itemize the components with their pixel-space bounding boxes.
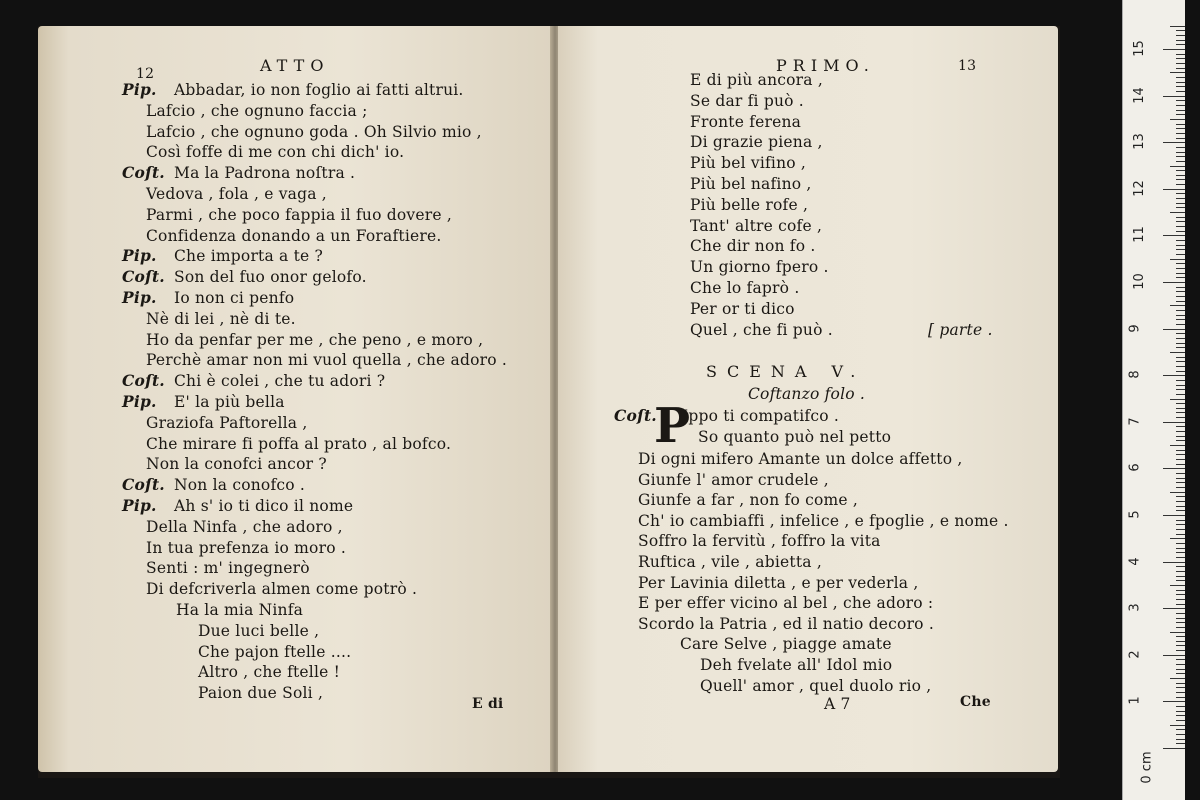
ruler-tick	[1163, 235, 1185, 236]
ruler-tick	[1176, 734, 1185, 735]
scene-title: SCENA V.	[706, 362, 866, 381]
ruler-tick	[1176, 147, 1185, 148]
ruler-tick	[1176, 706, 1185, 707]
ruler-tick	[1176, 408, 1185, 409]
ruler-tick	[1176, 566, 1185, 567]
ruler-tick	[1176, 487, 1185, 488]
verse-line: Quel , che fi può .	[690, 320, 833, 339]
verse-line: Di ogni mifero Amante un dolce affetto ,	[638, 450, 963, 468]
right-page	[558, 26, 1058, 772]
ruler-tick	[1176, 692, 1185, 693]
ruler-tick	[1176, 473, 1185, 474]
ruler-tick	[1176, 534, 1185, 535]
ruler-tick	[1176, 361, 1185, 362]
ruler-label: 10	[1131, 273, 1147, 290]
second-line: So quanto può nel petto	[698, 428, 892, 446]
ruler-tick	[1176, 431, 1185, 432]
ruler-tick	[1176, 287, 1185, 288]
ruler-label: 1	[1127, 696, 1143, 706]
ruler-tick	[1176, 245, 1185, 246]
ruler-tick	[1176, 506, 1185, 507]
ruler-tick	[1176, 324, 1185, 325]
ruler-tick	[1176, 268, 1185, 269]
ruler-tick	[1176, 622, 1185, 623]
ruler-tick	[1176, 198, 1185, 199]
ruler-label: 9	[1127, 323, 1143, 333]
ruler-tick	[1176, 161, 1185, 162]
ruler-tick	[1176, 63, 1185, 64]
ruler-tick	[1176, 496, 1185, 497]
ruler-tick	[1176, 683, 1185, 684]
page-number-left: 12	[136, 66, 155, 82]
running-header-left: ATTO	[260, 56, 330, 75]
ruler-tick	[1176, 482, 1185, 483]
ruler-tick	[1176, 277, 1185, 278]
ruler-tick	[1176, 86, 1185, 87]
ruler-tick	[1176, 641, 1185, 642]
verse-line: Fronte ferena	[690, 112, 802, 131]
ruler-tick	[1163, 701, 1185, 702]
verse-line: Soffro la fervitù , foffro la vita	[638, 532, 881, 551]
ruler-tick	[1163, 49, 1185, 50]
verse-line: In tua prefenza io moro .	[146, 538, 346, 557]
verse-line: Più belle rofe ,	[690, 195, 809, 214]
ruler-tick	[1176, 357, 1185, 358]
speaker-label: Coſt.	[122, 267, 165, 287]
ruler-tick	[1176, 347, 1185, 348]
verse-line: Che importa a te ?	[174, 247, 324, 266]
verse-line: Che mirare fi poffa al prato , al bofco.	[146, 434, 452, 453]
verse-line: Così foffe di me con chi dich' io.	[146, 143, 405, 162]
ruler-tick	[1176, 249, 1185, 250]
verse-line: Deh fvelate all' Idol mio	[700, 656, 893, 674]
ruler-tick	[1176, 296, 1185, 297]
ruler-tick	[1176, 436, 1185, 437]
left-page	[38, 26, 552, 772]
ruler-tick	[1176, 450, 1185, 451]
ruler-tick	[1176, 138, 1185, 139]
ruler-tick	[1176, 524, 1185, 525]
ruler-tick	[1176, 226, 1185, 227]
ruler-label: 11	[1131, 226, 1147, 244]
verse-line: Tant' altre cofe ,	[690, 216, 823, 235]
ruler-tick	[1176, 114, 1185, 115]
ruler-label: 14	[1131, 86, 1147, 104]
ruler-tick	[1176, 613, 1185, 614]
ruler-tick	[1176, 68, 1185, 69]
verse-line: Ma la Padrona noſtra .	[174, 164, 356, 183]
ruler-tick	[1176, 366, 1185, 367]
ruler-tick	[1176, 58, 1185, 59]
ruler-tick	[1163, 189, 1185, 190]
ruler-tick	[1176, 273, 1185, 274]
verse-line: Senti : m' ingegnerò	[146, 559, 310, 578]
verse-line: Due luci belle ,	[198, 621, 320, 640]
verse-line: Per or ti dico	[690, 299, 795, 318]
ruler-tick	[1170, 399, 1185, 400]
ruler-tick	[1163, 608, 1185, 609]
ruler-tick	[1176, 221, 1185, 222]
ruler-tick	[1176, 82, 1185, 83]
ruler-tick	[1170, 119, 1185, 120]
verse-line: Se dar fi può .	[690, 91, 804, 110]
ruler-label: 6	[1127, 463, 1143, 473]
verse-line: Nè di lei , nè di te.	[146, 309, 296, 328]
ruler-tick	[1176, 389, 1185, 390]
ruler-tick	[1176, 464, 1185, 465]
ruler-tick	[1170, 538, 1185, 539]
ruler-tick	[1176, 207, 1185, 208]
ruler-tick	[1176, 543, 1185, 544]
verse-line: Di defcriverla almen come potrò .	[146, 580, 418, 599]
first-line: Ippo ti compatifco .	[682, 407, 840, 425]
ruler-tick	[1176, 459, 1185, 460]
ruler-tick	[1176, 720, 1185, 721]
ruler-tick	[1176, 711, 1185, 712]
ruler-tick	[1176, 30, 1185, 31]
ruler-tick	[1176, 659, 1185, 660]
ruler-tick	[1170, 632, 1185, 633]
verse-line: Paion due Soli ,	[198, 684, 324, 703]
ruler-tick	[1176, 687, 1185, 688]
verse-line: Son del fuo onor gelofo.	[174, 268, 367, 287]
ruler-tick	[1176, 636, 1185, 637]
verse-line: Abbadar, io non foglio ai fatti altrui.	[174, 81, 464, 99]
verse-line: Quell' amor , quel duolo rio ,	[700, 676, 932, 695]
ruler-tick	[1170, 72, 1185, 73]
catchword-right: Che	[960, 694, 991, 710]
ruler-tick	[1176, 557, 1185, 558]
ruler-tick	[1176, 520, 1185, 521]
ruler-tick	[1176, 319, 1185, 320]
ruler-label: 4	[1127, 556, 1143, 566]
ruler-tick	[1176, 729, 1185, 730]
ruler-unit: 0 cm	[1139, 751, 1155, 784]
verse-line: Non la conofco .	[174, 476, 306, 495]
ruler-tick	[1176, 412, 1185, 413]
ruler-tick	[1163, 329, 1185, 330]
ruler-tick	[1163, 468, 1185, 469]
ruler-tick	[1176, 100, 1185, 101]
ruler-tick	[1176, 301, 1185, 302]
ruler-tick	[1176, 454, 1185, 455]
exit-note: [ parte .	[928, 321, 993, 339]
ruler-tick	[1176, 105, 1185, 106]
ruler-label: 3	[1127, 603, 1143, 612]
ruler-tick	[1176, 124, 1185, 125]
verse-line: Più bel nafino ,	[690, 175, 812, 193]
ruler-tick	[1176, 650, 1185, 651]
verse-line: Ha la mia Ninfa	[176, 601, 304, 619]
drop-cap: P	[654, 398, 691, 454]
ruler-tick	[1170, 259, 1185, 260]
ruler-tick	[1176, 627, 1185, 628]
ruler-tick	[1176, 394, 1185, 395]
ruler-tick	[1176, 739, 1185, 740]
ruler-tick	[1163, 96, 1185, 97]
ruler-tick	[1176, 576, 1185, 577]
ruler-tick	[1176, 44, 1185, 45]
verse-line: Ah s' io ti dico il nome	[174, 497, 354, 515]
verse-line: Io non ci penfo	[174, 289, 295, 307]
ruler-tick	[1176, 571, 1185, 572]
ruler-tick	[1176, 291, 1185, 292]
book-spread	[38, 26, 1060, 778]
verse-line: Non la conofci ancor ?	[146, 455, 327, 474]
signature-mark: A 7	[824, 695, 851, 713]
ruler-tick	[1176, 156, 1185, 157]
verse-line: E per effer vicino al bel , che adoro :	[638, 594, 934, 613]
verse-line: Un giorno fpero .	[690, 258, 829, 277]
catchword-left: E di	[472, 696, 504, 712]
ruler-tick	[1176, 128, 1185, 129]
ruler-tick	[1176, 529, 1185, 530]
ruler-tick	[1176, 599, 1185, 600]
ruler-tick	[1176, 231, 1185, 232]
ruler-tick	[1176, 371, 1185, 372]
speaker-label: Coſt.	[122, 163, 165, 183]
ruler-tick	[1176, 254, 1185, 255]
verse-line: Che lo faprò .	[690, 279, 800, 297]
verse-line: Ch' io cambiaffi , infelice , e fpoglie , e nome .	[638, 511, 1009, 530]
ruler-tick	[1176, 664, 1185, 665]
ruler-tick	[1176, 54, 1185, 55]
speaker-label: Coſt.	[122, 475, 165, 495]
verse-line: Vedova , fola , e vaga ,	[146, 185, 327, 203]
ruler-tick	[1176, 548, 1185, 549]
ruler-tick	[1176, 217, 1185, 218]
ruler-tick	[1176, 343, 1185, 344]
ruler-tick	[1170, 212, 1185, 213]
verse-line: Giunfe l' amor crudele ,	[638, 470, 829, 489]
verse-line: Scordo la Patria , ed il natio decoro .	[638, 614, 934, 633]
verse-line: Per Lavinia diletta , e per vederla ,	[638, 573, 919, 592]
speaker-label: Pip.	[122, 288, 157, 307]
verse-line: E di più ancora ,	[690, 71, 823, 89]
ruler-tick	[1163, 515, 1185, 516]
ruler-tick	[1163, 655, 1185, 656]
speaker-label: Pip.	[122, 392, 157, 411]
ruler-tick	[1176, 315, 1185, 316]
scene-subtitle: Coftanzo folo .	[748, 385, 866, 403]
ruler-label: 13	[1131, 133, 1147, 150]
ruler-tick	[1170, 305, 1185, 306]
ruler-tick	[1176, 170, 1185, 171]
speaker-label: Coſt.	[614, 406, 657, 425]
ruler-tick	[1176, 263, 1185, 264]
ruler-tick	[1170, 585, 1185, 586]
verse-line: Chi è colei , che tu adori ?	[174, 372, 386, 391]
ruler-tick	[1163, 748, 1185, 749]
verse-line: Che dir non fo .	[690, 237, 816, 256]
ruler-tick	[1176, 179, 1185, 180]
ruler-tick	[1176, 403, 1185, 404]
speaker-label: Pip.	[122, 496, 157, 515]
ruler-tick	[1176, 426, 1185, 427]
verse-line: Di grazie piena ,	[690, 133, 823, 152]
ruler-tick	[1176, 743, 1185, 744]
verse-line: Lafcio , che ognuno faccia ;	[146, 101, 368, 120]
verse-line: Che pajon ftelle ....	[198, 642, 352, 661]
ruler-tick	[1170, 166, 1185, 167]
ruler-tick	[1170, 678, 1185, 679]
verse-line: Lafcio , che ognuno goda . Oh Silvio mio ,	[146, 122, 482, 141]
running-header-right: PRIMO.	[776, 56, 875, 75]
ruler-tick	[1176, 501, 1185, 502]
ruler-tick	[1176, 175, 1185, 176]
ruler-tick	[1170, 725, 1185, 726]
ruler-tick	[1176, 133, 1185, 134]
ruler-tick	[1176, 333, 1185, 334]
ruler-tick	[1170, 26, 1185, 27]
ruler-tick	[1176, 380, 1185, 381]
ruler-tick	[1176, 715, 1185, 716]
verse-line: Giunfe a far , non fo come ,	[638, 491, 859, 510]
verse-line: Perchè amar non mi vuol quella , che adoro .	[146, 351, 508, 370]
ruler-tick	[1176, 478, 1185, 479]
ruler-tick	[1163, 562, 1185, 563]
ruler-label: 7	[1127, 417, 1143, 426]
ruler-tick	[1176, 618, 1185, 619]
verse-line: E' la più bella	[174, 393, 285, 411]
ruler-tick	[1176, 338, 1185, 339]
ruler-tick	[1176, 91, 1185, 92]
ruler-tick	[1176, 110, 1185, 111]
verse-line: Altro , che ftelle !	[198, 663, 341, 682]
ruler-tick	[1176, 510, 1185, 511]
verse-line: Più bel vifino ,	[690, 154, 807, 173]
speaker-label: Pip.	[122, 246, 157, 266]
verse-line: Parmi , che poco fappia il fuo dovere ,	[146, 205, 452, 224]
ruler-label: 15	[1131, 40, 1147, 57]
ruler-tick	[1170, 352, 1185, 353]
page-number-right: 13	[958, 58, 977, 74]
ruler-tick	[1170, 492, 1185, 493]
verse-line: Della Ninfa , che adoro ,	[146, 517, 343, 536]
ruler-tick	[1163, 142, 1185, 143]
ruler-tick	[1176, 697, 1185, 698]
ruler-tick	[1176, 40, 1185, 41]
ruler-tick	[1176, 385, 1185, 386]
ruler-tick	[1176, 240, 1185, 241]
speaker-label: Pip.	[122, 80, 157, 99]
ruler-tick	[1176, 440, 1185, 441]
ruler-tick	[1176, 35, 1185, 36]
ruler-label: 2	[1127, 650, 1143, 659]
ruler-tick	[1163, 282, 1185, 283]
ruler-tick	[1176, 645, 1185, 646]
ruler-tick	[1176, 203, 1185, 204]
verse-line: Confidenza donando a un Foraftiere.	[146, 226, 442, 245]
ruler-tick	[1163, 422, 1185, 423]
ruler-tick	[1176, 580, 1185, 581]
ruler-tick	[1170, 445, 1185, 446]
ruler-tick	[1176, 310, 1185, 311]
ruler-tick	[1176, 669, 1185, 670]
speaker-label: Coſt.	[122, 371, 165, 391]
ruler-label: 5	[1127, 510, 1143, 519]
ruler-tick	[1176, 152, 1185, 153]
ruler-tick	[1176, 673, 1185, 674]
verse-line: Care Selve , piagge amate	[680, 635, 892, 654]
ruler-tick	[1176, 193, 1185, 194]
measuring-ruler	[1122, 0, 1185, 800]
ruler-tick	[1176, 77, 1185, 78]
ruler-label: 12	[1131, 180, 1147, 197]
ruler-tick	[1176, 594, 1185, 595]
ruler-tick	[1176, 552, 1185, 553]
verse-line: Graziofa Paftorella ,	[146, 413, 308, 432]
ruler-tick	[1176, 604, 1185, 605]
ruler-tick	[1176, 590, 1185, 591]
ruler-tick	[1176, 417, 1185, 418]
ruler-tick	[1176, 184, 1185, 185]
ruler-tick	[1163, 375, 1185, 376]
verse-line: Ruftica , vile , abietta ,	[638, 553, 822, 571]
verse-line: Ho da penfar per me , che peno , e moro ,	[146, 330, 484, 349]
ruler-label: 8	[1127, 370, 1143, 379]
